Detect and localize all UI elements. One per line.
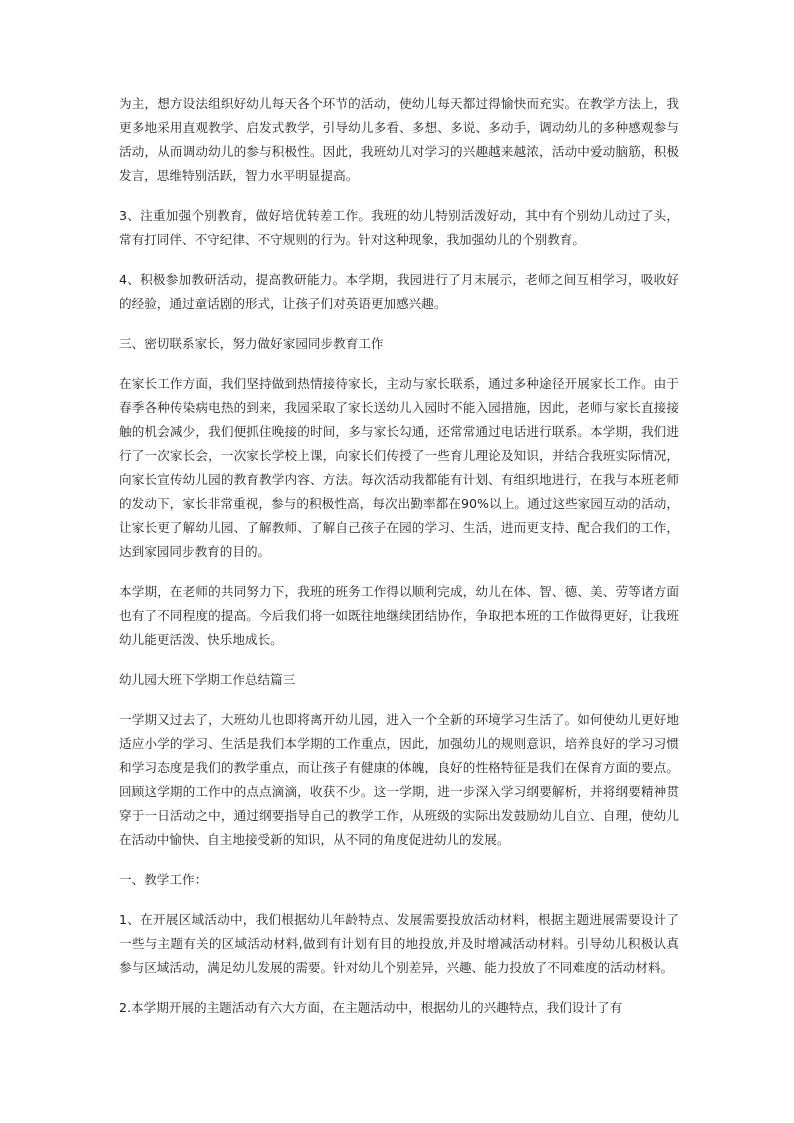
article-title-part-three: 幼儿园大班下学期工作总结篇三 <box>119 672 296 687</box>
document-page <box>119 92 679 1036</box>
section-heading-teaching-work: 一、教学工作： <box>119 872 208 887</box>
paragraph-area-activities: 1、在开展区域活动中，我们根据幼儿年龄特点、发展需要投放活动材料，根据主题进展需要设计了一些与主题有关的区域活动材料,做到有计划有目的地投放,并及时增减活动材料。引导幼儿积极认真参与区域活动，满足幼儿发展的需要。针对幼儿个别差异，兴趣、能力投放了不同难度的活动材料。 <box>119 912 679 975</box>
section-heading-parent-contact: 三、密切联系家长，努力做好家园同步教育工作 <box>119 336 384 351</box>
paragraph-semester-conclusion: 本学期，在老师的共同努力下，我班的班务工作得以顺利完成，幼儿在体、智、德、美、劳等诸方面也有了不同程度的提高。今后我们将一如既往地继续团结协作，争取把本班的工作做得更好，让我班幼儿能更活泼、快乐地成长。 <box>119 584 679 647</box>
paragraph-teaching-research: 4、积极参加教研活动，提高教研能力。本学期，我园进行了月末展示，老师之间互相学习，吸收好的经验，通过童话剧的形式，让孩子们对英语更加感兴趣。 <box>119 272 679 311</box>
paragraph-individual-education: 3、注重加强个别教育，做好培优转差工作。我班的幼儿特别活泼好动，其中有个别幼儿动过了头，常有打同伴、不守纪律、不守规则的行为。针对这种现象，我加强幼儿的个别教育。 <box>119 208 679 247</box>
paragraph-semester-intro: 一学期又过去了，大班幼儿也即将离开幼儿园，进入一个全新的环境学习生活了。如何使幼儿更好地适应小学的学习、生活是我们本学期的工作重点，因此，加强幼儿的规则意识，培养良好的学习习惯和学习态度是我们的教学重点，而让孩子有健康的体魄，良好的性格特征是我们在保育方面的要点。回顾这学期的工作中的点点滴滴，收获不少。这一学期，进一步深入学习纲要解析，并将纲要精神贯穿于一日活动之中，通过纲要指导自己的教学工作，从班级的实际出发鼓励幼儿自立、自理，使幼儿在活动中愉快、自主地接受新的知识，从不同的角度促进幼儿的发展。 <box>119 712 679 847</box>
paragraph-theme-activities: 2.本学期开展的主题活动有六大方面，在主题活动中，根据幼儿的兴趣特点，我们设计了有 <box>119 1000 623 1015</box>
paragraph-parent-work: 在家长工作方面，我们坚持做到热情接待家长，主动与家长联系，通过多种途径开展家长工作。由于春季各种传染病电热的到来，我园采取了家长送幼儿入园时不能入园措施，因此，老师与家长直接接触的机会减少，我们便抓住晚接的时间，多与家长勾通，还常常通过电话进行联系。本学期，我们进行了一次家长会，一次家长学校上课，向家长们传授了一些育儿理论及知识，并结合我班实际情况，向家长宣传幼儿园的教育教学内容、方法。每次活动我都能有计划、有组织地进行，在我与本班老师的发动下，家长非常重视，参与的积极性高，每次出勤率都在90%以上。通过这些家园互动的活动，让家长更了解幼儿园、了解教师、了解自己孩子在园的学习、生活，进而更支持、配合我们的工作，达到家园同步教育的目的。 <box>119 376 679 559</box>
paragraph-teaching-methods: 为主，想方设法组织好幼儿每天各个环节的活动，使幼儿每天都过得愉快而充实。在教学方法上，我更多地采用直观教学、启发式教学，引导幼儿多看、多想、多说、多动手，调动幼儿的多种感观参与活动，从而调动幼儿的参与积极性。因此，我班幼儿对学习的兴趣越来越浓，活动中爱动脑筋，积极发言，思维特别活跃，智力水平明显提高。 <box>119 96 679 183</box>
